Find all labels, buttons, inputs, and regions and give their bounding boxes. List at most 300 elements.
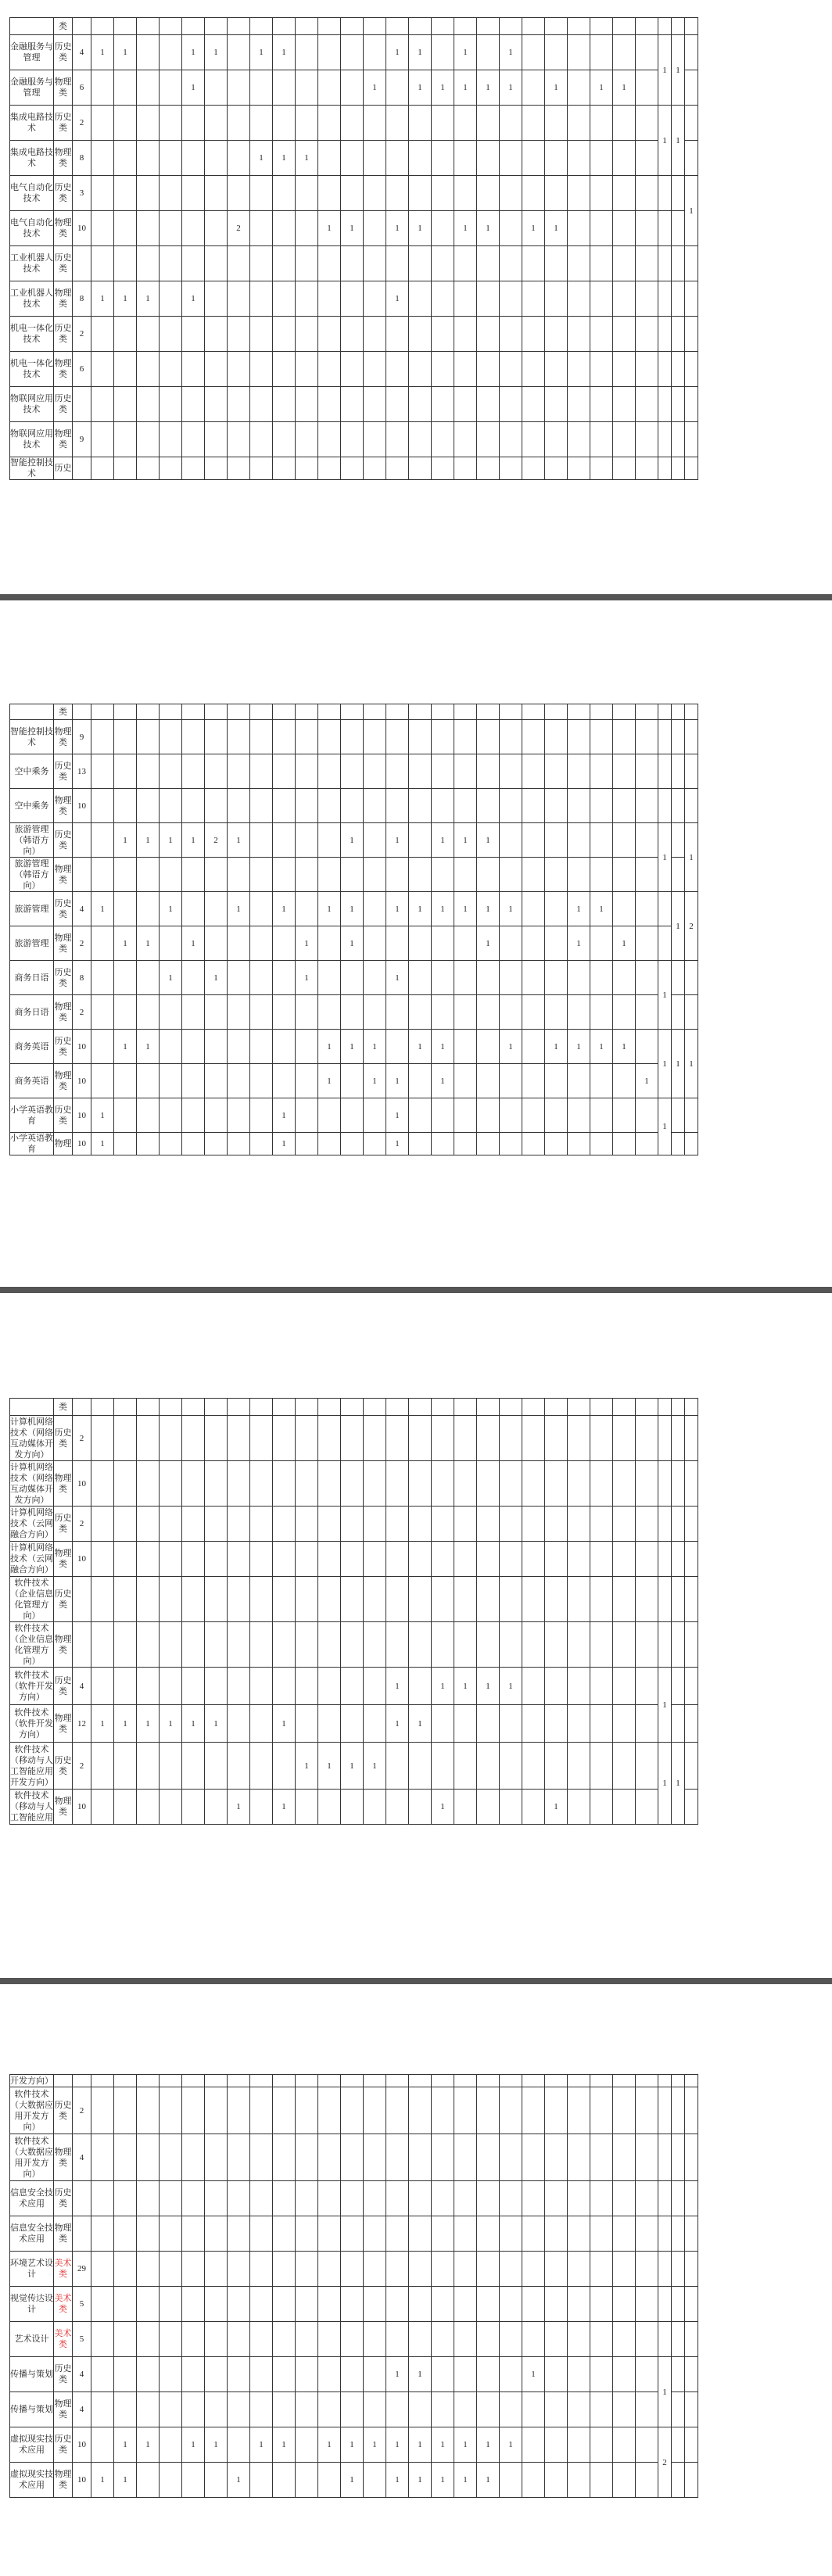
- region-count: [341, 2287, 364, 2322]
- region-count: [545, 422, 568, 457]
- region-count: 1: [273, 35, 296, 70]
- region-count: [318, 1461, 341, 1507]
- region-count: [432, 720, 454, 754]
- region-count: [409, 457, 432, 480]
- region-count: [318, 106, 341, 141]
- region-count: [273, 422, 296, 457]
- region-count: [454, 961, 477, 995]
- region-count: [296, 858, 318, 892]
- region-count: [318, 961, 341, 995]
- region-count: [613, 2463, 636, 2498]
- region-count: [273, 1416, 296, 1461]
- region-count: [545, 926, 568, 961]
- region-count: [500, 387, 522, 422]
- region-count: [409, 720, 432, 754]
- region-count: [386, 106, 409, 141]
- region-count: [137, 1098, 160, 1133]
- region-count: [250, 858, 273, 892]
- region-count: [590, 1507, 613, 1542]
- empty-cell: [500, 704, 522, 720]
- region-count: [228, 2087, 250, 2134]
- region-count: [364, 995, 386, 1030]
- subject-category: 历史类: [54, 892, 73, 926]
- region-count: [522, 2087, 545, 2134]
- region-count: [432, 35, 454, 70]
- region-count: [160, 317, 182, 352]
- region-count: [364, 106, 386, 141]
- region-count: [318, 858, 341, 892]
- summary-count: 1: [658, 1743, 672, 1825]
- table-row: [10, 2357, 698, 2392]
- region-count: [568, 2322, 590, 2357]
- region-count: [568, 457, 590, 480]
- document-page: [0, 1293, 832, 1978]
- region-count: [205, 1542, 228, 1577]
- region-count: [160, 1030, 182, 1064]
- region-count: [590, 823, 613, 858]
- region-count: [409, 352, 432, 387]
- empty-cell: [568, 1399, 590, 1416]
- region-count: [636, 858, 658, 892]
- region-count: [454, 1133, 477, 1155]
- region-count: 1: [318, 2427, 341, 2463]
- region-count: [182, 2463, 205, 2498]
- region-count: [568, 961, 590, 995]
- region-count: [250, 1622, 273, 1668]
- empty-cell: [685, 704, 698, 720]
- region-count: [568, 1790, 590, 1825]
- empty-cell: [409, 2075, 432, 2087]
- region-count: [205, 2087, 228, 2134]
- region-count: [409, 281, 432, 317]
- region-count: [296, 1030, 318, 1064]
- empty-cell: [228, 18, 250, 35]
- subject-category: 物理类: [54, 2392, 73, 2427]
- region-count: [590, 2216, 613, 2252]
- empty-cell: [160, 18, 182, 35]
- region-count: [568, 246, 590, 281]
- region-count: 1: [409, 2357, 432, 2392]
- region-count: [182, 720, 205, 754]
- region-count: [386, 2216, 409, 2252]
- empty-cell: [432, 2075, 454, 2087]
- summary-count: [685, 2427, 698, 2463]
- summary-count: [685, 720, 698, 754]
- region-count: [364, 176, 386, 211]
- region-count: [250, 1542, 273, 1577]
- region-count: 1: [454, 892, 477, 926]
- region-count: [613, 352, 636, 387]
- table-row: [10, 2181, 698, 2216]
- summary-count: [672, 176, 685, 211]
- empty-cell: [91, 18, 114, 35]
- summary-count: [658, 387, 672, 422]
- region-count: [568, 70, 590, 106]
- summary-count: [658, 789, 672, 823]
- plan-total: 5: [73, 2287, 91, 2322]
- region-count: [318, 789, 341, 823]
- region-count: [386, 2287, 409, 2322]
- region-count: [114, 176, 137, 211]
- region-count: [568, 754, 590, 789]
- region-count: [273, 2087, 296, 2134]
- region-count: 1: [386, 1133, 409, 1155]
- major-name: 电气自动化技术: [10, 176, 54, 211]
- region-count: [296, 754, 318, 789]
- subject-category: 物理类: [54, 70, 73, 106]
- region-count: [318, 1416, 341, 1461]
- summary-count: [658, 2087, 672, 2134]
- region-count: [409, 1668, 432, 1705]
- major-name: 软件技术（软件开发方向）: [10, 1668, 54, 1705]
- region-count: [250, 720, 273, 754]
- region-count: [205, 1668, 228, 1705]
- region-count: [114, 457, 137, 480]
- empty-cell: [386, 704, 409, 720]
- summary-count: [685, 141, 698, 176]
- region-count: [137, 1133, 160, 1155]
- region-count: [545, 2322, 568, 2357]
- region-count: [160, 1577, 182, 1622]
- table-row: [10, 457, 698, 480]
- region-count: [160, 457, 182, 480]
- region-count: [296, 1668, 318, 1705]
- region-count: [568, 106, 590, 141]
- empty-cell: [522, 2075, 545, 2087]
- region-count: [91, 2427, 114, 2463]
- region-count: [454, 2357, 477, 2392]
- region-count: [91, 2322, 114, 2357]
- region-count: [205, 1461, 228, 1507]
- region-count: [250, 2287, 273, 2322]
- region-count: [636, 1507, 658, 1542]
- summary-count: [658, 892, 672, 926]
- region-count: [205, 106, 228, 141]
- region-count: [500, 246, 522, 281]
- empty-cell: [364, 704, 386, 720]
- empty-cell: [500, 18, 522, 35]
- region-count: [205, 352, 228, 387]
- region-count: [296, 2087, 318, 2134]
- region-count: [500, 2087, 522, 2134]
- region-count: [182, 1542, 205, 1577]
- region-count: [409, 2087, 432, 2134]
- region-count: [318, 1705, 341, 1743]
- region-count: [364, 2463, 386, 2498]
- region-count: [364, 754, 386, 789]
- region-count: [477, 141, 500, 176]
- region-count: [590, 2087, 613, 2134]
- region-count: [409, 246, 432, 281]
- region-count: [137, 457, 160, 480]
- region-count: [432, 1098, 454, 1133]
- region-count: [454, 1098, 477, 1133]
- region-count: [545, 1461, 568, 1507]
- region-count: [91, 1461, 114, 1507]
- table-row: [10, 1622, 698, 1668]
- region-count: 1: [91, 281, 114, 317]
- region-count: [409, 176, 432, 211]
- region-count: [477, 1622, 500, 1668]
- region-count: [432, 2216, 454, 2252]
- region-count: [341, 754, 364, 789]
- empty-cell: [73, 704, 91, 720]
- region-count: 1: [91, 2463, 114, 2498]
- region-count: [160, 2357, 182, 2392]
- region-count: [477, 1577, 500, 1622]
- summary-count: [658, 422, 672, 457]
- region-count: [568, 1705, 590, 1743]
- region-count: 1: [454, 1668, 477, 1705]
- major-name: 智能控制技术: [10, 720, 54, 754]
- plan-total: 2: [73, 106, 91, 141]
- empty-cell: [250, 704, 273, 720]
- region-count: [182, 1030, 205, 1064]
- region-count: [568, 387, 590, 422]
- summary-count: [658, 281, 672, 317]
- region-count: 1: [454, 823, 477, 858]
- region-count: [228, 789, 250, 823]
- page-separator: [0, 594, 832, 600]
- region-count: [364, 892, 386, 926]
- region-count: [477, 2181, 500, 2216]
- region-count: 1: [160, 892, 182, 926]
- region-count: [522, 1790, 545, 1825]
- region-count: [636, 1416, 658, 1461]
- region-count: [160, 995, 182, 1030]
- table-row: [10, 1705, 698, 1743]
- region-count: [613, 1790, 636, 1825]
- region-count: [568, 1064, 590, 1098]
- empty-cell: [160, 1399, 182, 1416]
- region-count: [636, 141, 658, 176]
- region-count: [477, 2134, 500, 2181]
- region-count: [91, 422, 114, 457]
- region-count: [250, 2134, 273, 2181]
- region-count: [545, 2216, 568, 2252]
- region-count: 1: [522, 2357, 545, 2392]
- major-name: 软件技术（移动与人工智能应用: [10, 1790, 54, 1825]
- region-count: [613, 2087, 636, 2134]
- region-count: [500, 1622, 522, 1668]
- region-count: [160, 2427, 182, 2463]
- region-count: [500, 1416, 522, 1461]
- region-count: [500, 352, 522, 387]
- empty-cell: [205, 1399, 228, 1416]
- region-count: [205, 1416, 228, 1461]
- region-count: [205, 317, 228, 352]
- region-count: [296, 2134, 318, 2181]
- region-count: 1: [318, 1064, 341, 1098]
- region-count: [228, 387, 250, 422]
- region-count: [250, 1064, 273, 1098]
- region-count: 1: [477, 2463, 500, 2498]
- continuation-row: [10, 18, 698, 35]
- region-count: [522, 2287, 545, 2322]
- region-count: [364, 2134, 386, 2181]
- region-count: [636, 961, 658, 995]
- plan-total: [73, 823, 91, 858]
- region-count: [636, 1133, 658, 1155]
- region-count: [454, 1542, 477, 1577]
- region-count: 1: [386, 961, 409, 995]
- major-name: 旅游管理: [10, 926, 54, 961]
- region-count: [160, 70, 182, 106]
- summary-count: [685, 1790, 698, 1825]
- table-row: [10, 2392, 698, 2427]
- empty-cell: [228, 704, 250, 720]
- empty-cell: [364, 2075, 386, 2087]
- region-count: [386, 995, 409, 1030]
- region-count: [205, 387, 228, 422]
- region-count: [522, 858, 545, 892]
- major-name: 机电一体化技术: [10, 352, 54, 387]
- plan-total: 8: [73, 281, 91, 317]
- region-count: 1: [341, 211, 364, 246]
- region-count: [432, 789, 454, 823]
- region-count: [636, 35, 658, 70]
- subject-category: 物理类: [54, 2134, 73, 2181]
- region-count: 1: [386, 1098, 409, 1133]
- empty-cell: [454, 704, 477, 720]
- region-count: [205, 141, 228, 176]
- empty-cell: [545, 18, 568, 35]
- region-count: [613, 387, 636, 422]
- region-count: [318, 1622, 341, 1668]
- region-count: [636, 422, 658, 457]
- region-count: [273, 1064, 296, 1098]
- region-count: 1: [590, 70, 613, 106]
- region-count: [228, 70, 250, 106]
- region-count: [477, 2216, 500, 2252]
- region-count: [500, 995, 522, 1030]
- region-count: [341, 2252, 364, 2287]
- major-name: 旅游管理: [10, 892, 54, 926]
- region-count: [91, 1743, 114, 1790]
- region-count: [364, 1705, 386, 1743]
- region-count: [160, 754, 182, 789]
- region-count: [273, 176, 296, 211]
- region-count: [205, 2392, 228, 2427]
- empty-cell: [432, 1399, 454, 1416]
- region-count: 1: [250, 35, 273, 70]
- region-count: [636, 387, 658, 422]
- plan-total: [73, 1622, 91, 1668]
- region-count: [454, 352, 477, 387]
- region-count: [91, 2287, 114, 2322]
- summary-count: 1: [672, 1743, 685, 1825]
- empty-cell: [296, 704, 318, 720]
- region-count: [228, 2322, 250, 2357]
- region-count: [545, 2134, 568, 2181]
- region-count: [91, 858, 114, 892]
- table-row: [10, 1461, 698, 1507]
- empty-cell: [409, 1399, 432, 1416]
- region-count: [477, 2252, 500, 2287]
- enrollment-table: [9, 1398, 698, 1825]
- region-count: 1: [273, 1133, 296, 1155]
- region-count: [137, 1542, 160, 1577]
- region-count: [386, 1030, 409, 1064]
- region-count: 1: [341, 2463, 364, 2498]
- summary-count: [672, 317, 685, 352]
- region-count: [454, 789, 477, 823]
- region-count: [477, 1705, 500, 1743]
- major-name: 软件技术（大数据应用开发方向）: [10, 2134, 54, 2181]
- region-count: [522, 2134, 545, 2181]
- region-count: 1: [341, 892, 364, 926]
- region-count: [522, 2181, 545, 2216]
- summary-count: [685, 2392, 698, 2427]
- empty-cell: [672, 1399, 685, 1416]
- region-count: [250, 1416, 273, 1461]
- region-count: [114, 1416, 137, 1461]
- region-count: [364, 141, 386, 176]
- region-count: [160, 2287, 182, 2322]
- summary-count: [685, 2322, 698, 2357]
- region-count: [500, 1577, 522, 1622]
- region-count: [228, 1743, 250, 1790]
- region-count: [568, 211, 590, 246]
- region-count: [568, 1743, 590, 1790]
- summary-count: [672, 2134, 685, 2181]
- empty-cell: [672, 18, 685, 35]
- region-count: [137, 1507, 160, 1542]
- major-name: 环境艺术设计: [10, 2252, 54, 2287]
- region-count: [318, 2252, 341, 2287]
- region-count: [250, 211, 273, 246]
- summary-count: [685, 352, 698, 387]
- region-count: [273, 2357, 296, 2392]
- region-count: [341, 1507, 364, 1542]
- region-count: [250, 1668, 273, 1705]
- table-row: [10, 1416, 698, 1461]
- major-name: 虚拟现实技术应用: [10, 2463, 54, 2498]
- region-count: [296, 2252, 318, 2287]
- region-count: [386, 2087, 409, 2134]
- region-count: [160, 106, 182, 141]
- region-count: [477, 317, 500, 352]
- region-count: [364, 2087, 386, 2134]
- region-count: [568, 995, 590, 1030]
- empty-cell: [205, 18, 228, 35]
- major-name: 集成电路技术: [10, 106, 54, 141]
- summary-count: [672, 2427, 685, 2463]
- region-count: [341, 1668, 364, 1705]
- summary-count: [658, 1622, 672, 1668]
- region-count: [409, 1133, 432, 1155]
- region-count: [273, 317, 296, 352]
- table-row: [10, 281, 698, 317]
- region-count: [590, 2252, 613, 2287]
- region-count: [160, 1668, 182, 1705]
- region-count: [114, 1507, 137, 1542]
- region-count: [432, 2134, 454, 2181]
- region-count: 1: [114, 1030, 137, 1064]
- empty-cell: [182, 1399, 205, 1416]
- region-count: [386, 1577, 409, 1622]
- region-count: [409, 823, 432, 858]
- summary-count: 1: [658, 823, 672, 892]
- region-count: [454, 317, 477, 352]
- region-count: [318, 317, 341, 352]
- region-count: [137, 1668, 160, 1705]
- region-count: [228, 2392, 250, 2427]
- region-count: [91, 352, 114, 387]
- region-count: [477, 720, 500, 754]
- region-count: [613, 2357, 636, 2392]
- plan-total: 10: [73, 789, 91, 823]
